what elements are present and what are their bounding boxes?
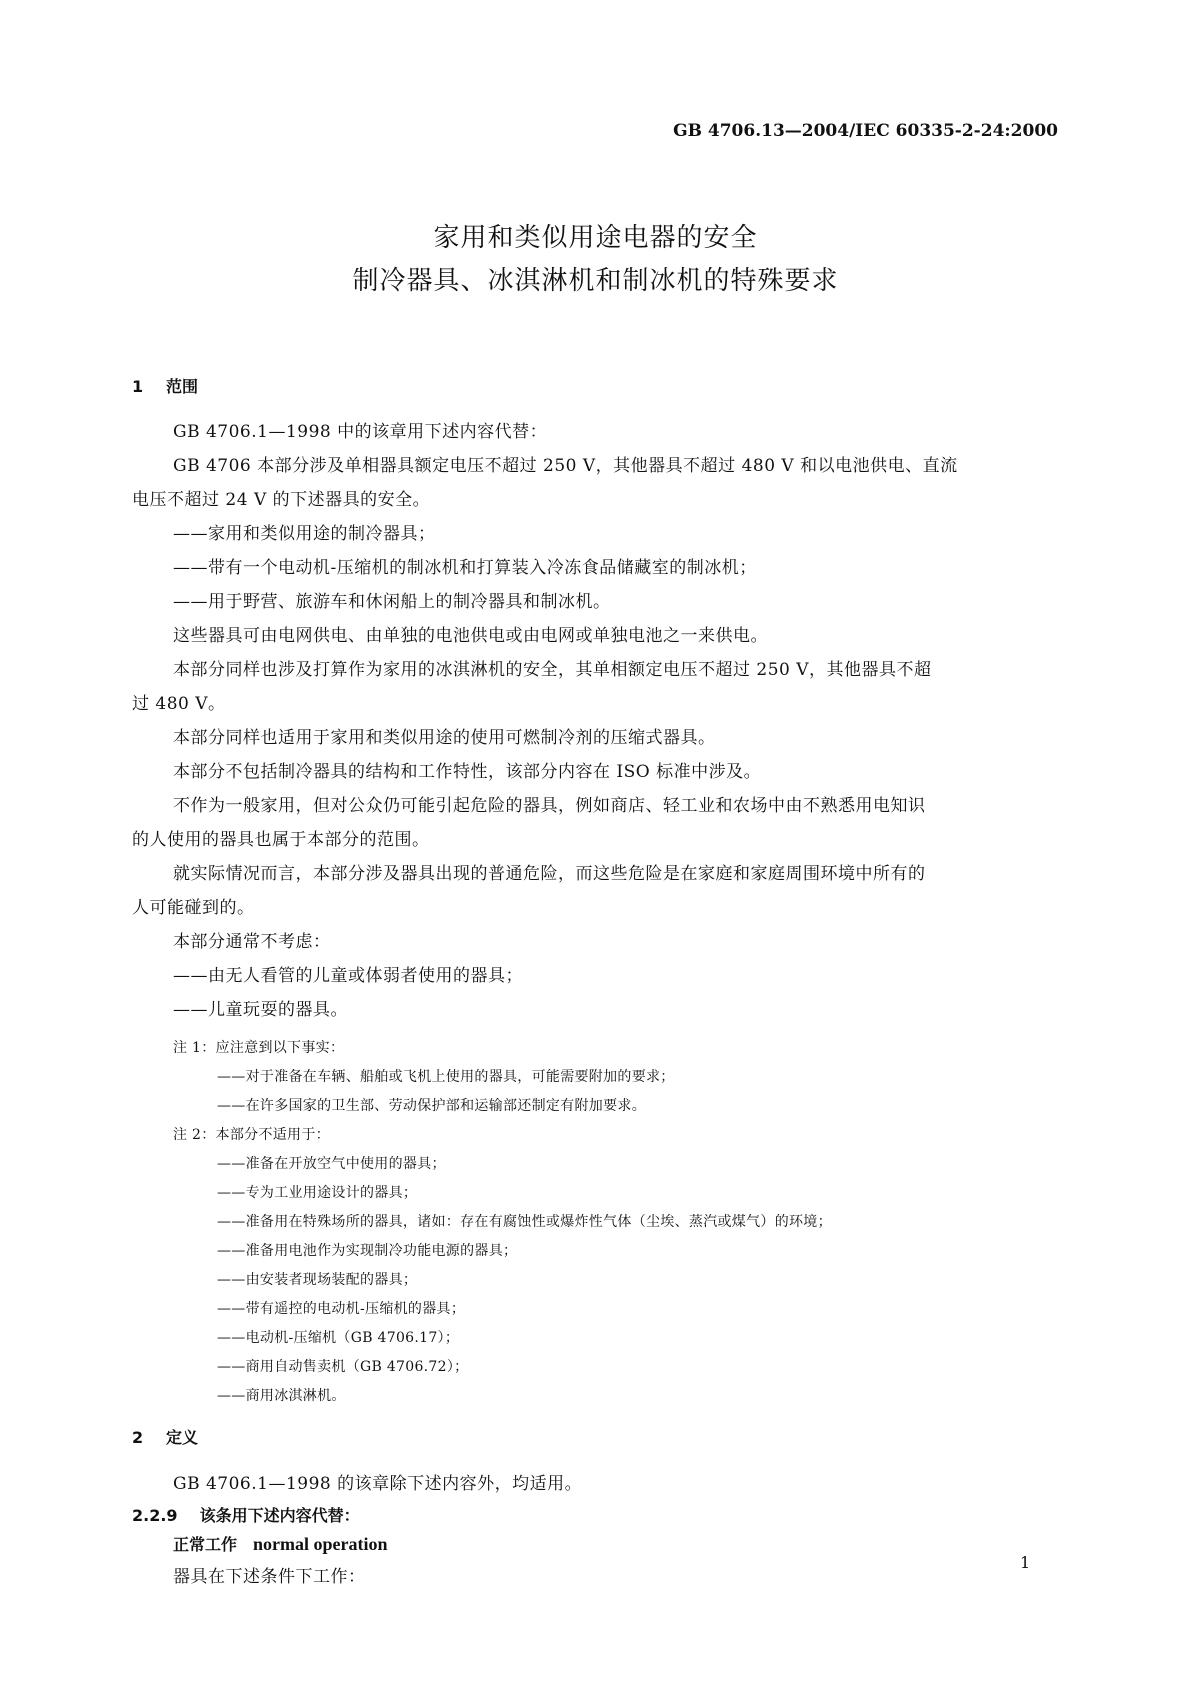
term-description: 器具在下述条件下工作：: [173, 1567, 366, 1587]
clause-text: 该条用下述内容代替：: [199, 1506, 360, 1525]
note-item: ——专为工业用途设计的器具；: [217, 1185, 418, 1201]
note-item: ——准备用在特殊场所的器具，诸如：存在有腐蚀性或爆炸性气体（尘埃、蒸汽或煤气）的环境；: [217, 1214, 832, 1230]
note-item: ——对于准备在车辆、船舶或飞机上使用的器具，可能需要附加的要求；: [217, 1069, 675, 1085]
note-item: ——带有遥控的电动机-压缩机的器具；: [217, 1301, 466, 1317]
term-definition: [173, 1532, 388, 1555]
paragraph: 不作为一般家用，但对公众仍可能引起危险的器具，例如商店、轻工业和农场中由不熟悉用电知识: [173, 796, 926, 816]
note-item: ——商用冰淇淋机。: [217, 1388, 346, 1404]
note-2-label: 注 2：本部分不适用于：: [173, 1127, 330, 1143]
list-item: ——带有一个电动机-压缩机的制冰机和打算装入冷冻食品储藏室的制冰机；: [173, 558, 757, 578]
paragraph: GB 4706.1—1998 的该章除下述内容外，均适用。: [173, 1474, 583, 1494]
note-item: ——由安装者现场装配的器具；: [217, 1272, 418, 1288]
paragraph: 本部分不包括制冷器具的结构和工作特性，该部分内容在 ISO 标准中涉及。: [173, 762, 762, 782]
list-item: ——儿童玩耍的器具。: [173, 1000, 348, 1020]
document-title-line-2: 制冷器具、冰淇淋机和制冰机的特殊要求: [352, 266, 839, 296]
paragraph: 电压不超过 24 V 的下述器具的安全。: [132, 490, 431, 510]
note-item: ——准备在开放空气中使用的器具；: [217, 1156, 446, 1172]
paragraph: GB 4706.1—1998 中的该章用下述内容代替：: [173, 422, 548, 442]
note-item: ——准备用电池作为实现制冷功能电源的器具；: [217, 1243, 518, 1259]
section-2-heading: [132, 1425, 198, 1448]
paragraph: 本部分同样也涉及打算作为家用的冰淇淋机的安全，其单相额定电压不超过 250 V，其他器具不超: [173, 660, 932, 680]
page-number: 1: [1020, 1553, 1031, 1572]
paragraph: 这些器具可由电网供电、由单独的电池供电或由电网或单独电池之一来供电。: [173, 626, 768, 646]
note-item: ——电动机-压缩机（GB 4706.17）；: [217, 1330, 460, 1346]
paragraph: 人可能碰到的。: [132, 898, 255, 918]
term-english: normal operation: [253, 1534, 388, 1554]
section-1-title: 范围: [166, 377, 199, 396]
section-1-heading: [132, 374, 198, 397]
clause-heading: [132, 1503, 360, 1526]
list-item: ——用于野营、旅游车和休闲船上的制冷器具和制冰机。: [173, 592, 611, 612]
clause-number: 2.2.9: [132, 1506, 178, 1525]
standard-code: GB 4706.13—2004/IEC 60335-2-24:2000: [673, 121, 1058, 141]
note-1-label: 注 1：应注意到以下事实：: [173, 1040, 345, 1056]
note-item: ——在许多国家的卫生部、劳动保护部和运输部还制定有附加要求。: [217, 1098, 646, 1114]
paragraph: 本部分通常不考虑：: [173, 932, 331, 952]
paragraph: 过 480 V。: [132, 694, 226, 714]
section-2-title: 定义: [166, 1428, 199, 1447]
paragraph: 本部分同样也适用于家用和类似用途的使用可燃制冷剂的压缩式器具。: [173, 728, 716, 748]
section-1-number: 1: [132, 377, 144, 396]
document-title-line-1: 家用和类似用途电器的安全: [433, 223, 758, 253]
term-chinese: 正常工作: [173, 1535, 238, 1554]
paragraph: 的人使用的器具也属于本部分的范围。: [132, 830, 430, 850]
section-2-number: 2: [132, 1428, 144, 1447]
note-item: ——商用自动售卖机（GB 4706.72）；: [217, 1359, 469, 1375]
paragraph: GB 4706 本部分涉及单相器具额定电压不超过 250 V，其他器具不超过 480 V 和以电池供电、直流: [173, 456, 958, 476]
paragraph: 就实际情况而言，本部分涉及器具出现的普通危险，而这些危险是在家庭和家庭周围环境中所有的: [173, 864, 926, 884]
list-item: ——家用和类似用途的制冷器具；: [173, 524, 436, 544]
list-item: ——由无人看管的儿童或体弱者使用的器具；: [173, 966, 523, 986]
